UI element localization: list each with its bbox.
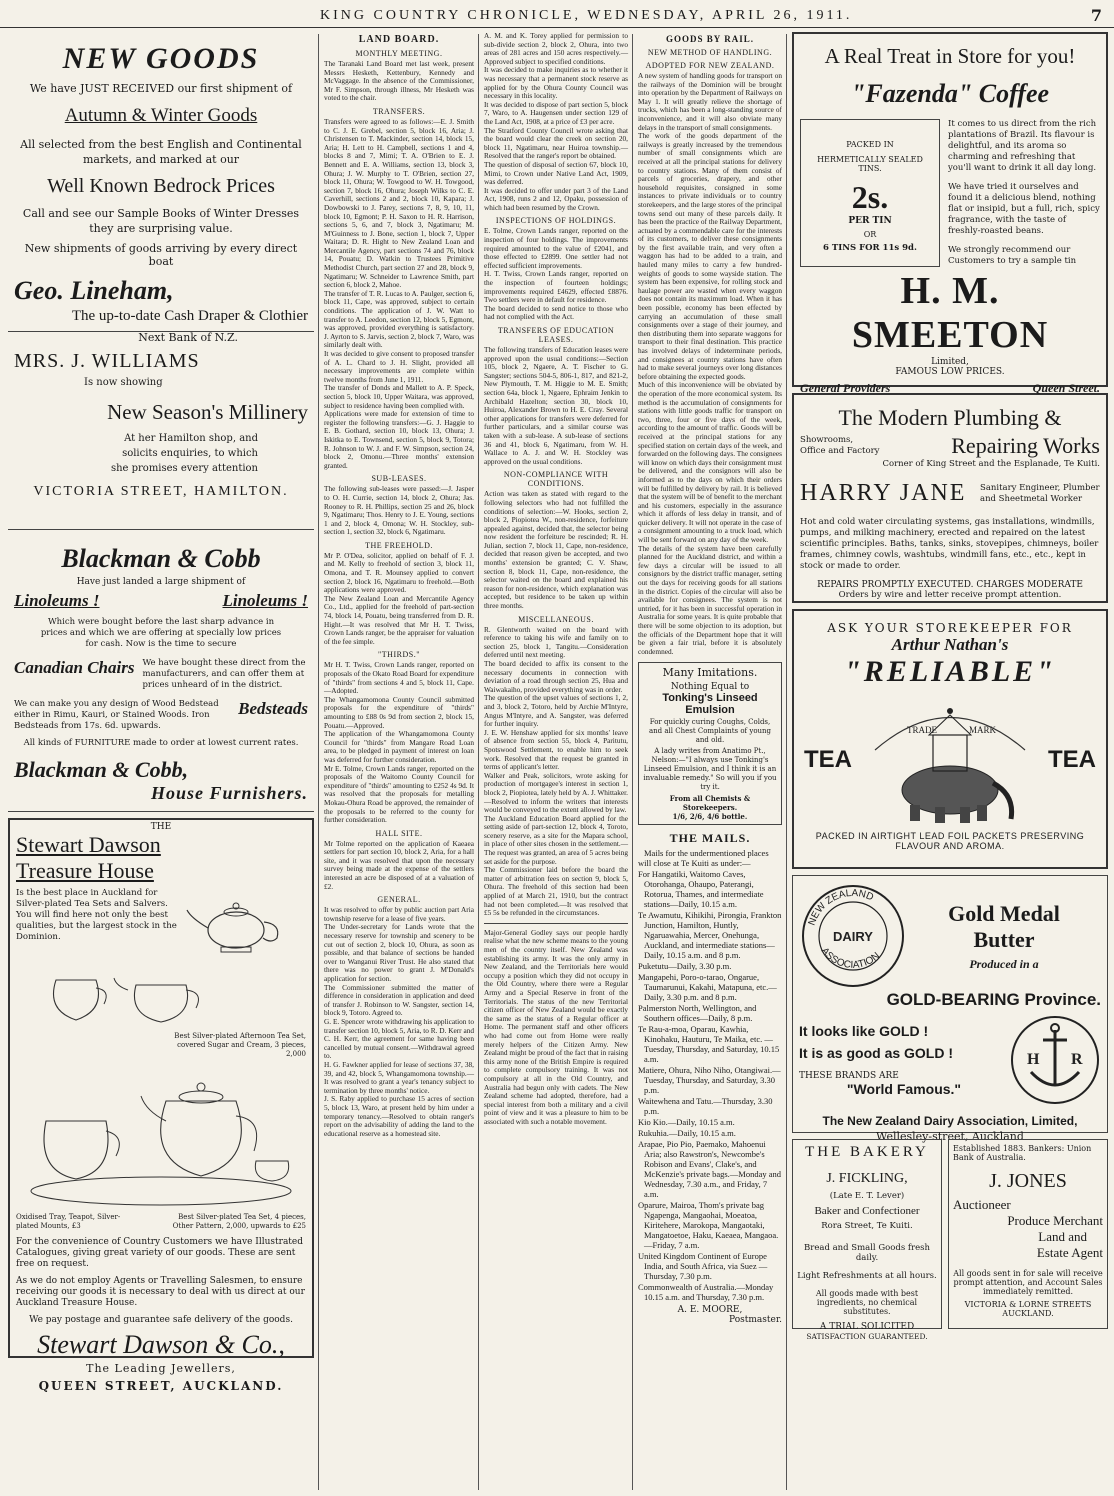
millinery-headline: New Season's Millinery xyxy=(107,400,308,424)
dairy-butter-ad xyxy=(792,875,1108,1143)
ad-text: Queen Street. xyxy=(1032,381,1100,395)
article-paragraph: G. E. Spencer wrote withdrawing his application to transfer section 10, block 5, Aria, to R. D. Kerr and C. H. Kerr, the agreement for same having been cancelled by mutual consent.—Withdrawal agreed to. xyxy=(324,1016,474,1061)
mails-title: THE MAILS. xyxy=(669,831,751,846)
mail-entry: Oparure, Mairoa, Thom's private bag Ngapenga, Mangaohai, Moeatoa, Kiritehere, Marokopa, Mangaotaki, Mangatoetoe, Haku, Kaeaea, Mangaoa.—Friday, 7 a.m. xyxy=(638,1200,779,1251)
section-heading: THE FREEHOLD. xyxy=(365,540,433,550)
mark-label: MARK xyxy=(969,725,997,735)
article-paragraph: E. Tolme, Crown Lands ranger, reported on the inspection of four holdings. The improvements required amounted to the value of £2041, and those effected to £2899. One settler had not effected sufficient improvements. xyxy=(484,226,628,270)
mail-entry: Matiere, Ohura, Niho Niho, Otangiwai.—Tuesday, Thursday, and Saturday, 3.30 p.m. xyxy=(638,1065,781,1096)
gold-province: GOLD-BEARING Province. xyxy=(886,990,1101,1009)
plumbing-ad xyxy=(792,393,1108,603)
lineham-address: Next Bank of N.Z. xyxy=(138,331,238,344)
lineham-name: Geo. Lineham, xyxy=(14,276,174,305)
ad-text: Corner of King Street and the Esplanade, Te Kuiti. xyxy=(882,459,1100,469)
ad-text: Land and xyxy=(1038,1229,1087,1244)
ad-text: Showrooms, Office and Factory xyxy=(800,435,880,456)
plumbing-title-2: Repairing Works xyxy=(951,433,1100,458)
column-rule xyxy=(632,34,633,1490)
fazenda-name: "Fazenda" Coffee xyxy=(850,79,1050,108)
section-heading: SUB-LEASES. xyxy=(371,474,427,484)
column-2-land-board xyxy=(324,32,474,1492)
article-paragraph: It was decided to make inquiries as to whether it was necessary that a permanent stock reserve as applied for by the Ohura County Council was necessary in this locality. xyxy=(484,65,628,101)
stewart-title-1: Stewart Dawson xyxy=(16,832,161,857)
ad-text: Nothing Equal to xyxy=(670,682,750,693)
article-paragraph: Transfers were agreed to as follows:—E. J. Smith to C. J. E. Grebel, section 5, block 16, Aria; J. Christensen to T. Mackinder, section 14, block 15, Aria; H. Lett to H. Campbell, sections 1 and 4, blocks 8 and 7, Mimi; T. A. O'Brien to E. J. Bennett and E. A. Williams, section 13, block 3, Ohura; J. W. Murphy to T. O'Brien, section 27, block 11, Ohura; W. Towgood to W. H. Towgood, section 7, block 16, Ohura; Joseph Wilks to C. E. Caverhill, sections 2 and 2, block 10, Kapara; J. Dowbowski to J. Parey, sections 7, 8, 9, 10, 11, block 10, Egmont; P. H. Saxon to H. R. Harrison, sections 5, 6, and 7, block 3, Ngatimaru; M. M'Guinness to J. Bone, section 1, block 7, Upper Waitara; D. R. Hight to New Zealand Loan and Mercantile Agency, part sections 74 and 76, block 14, Pouatu; D. Watkin to Trustees Primitive Methodist Church, part section 27 and 28, block 9, Ngatimaru; W. Schneider to Lawrence Smith, part section 6, block 2, Mahoe. xyxy=(324,116,474,290)
mail-entry: Te Awamutu, Kihikihi, Pirongia, Frankton Junction, Hamilton, Huntly, Ngaruawahia, Mercer, Onehunga, Auckland, and intermediate stations—Daily, 10.15 a.m. and 8 p.m. xyxy=(638,910,782,961)
article-paragraph: Major-General Godley says our people hardly realise what the new scheme means to the young men of the country itself. New Zealand was establishing its army. It was the only army in New Zealand, and the Territorials here would occupy a position which they did not occupy in the Old Country, where there were a Regular Army and a Special Reserve in front of the Territorials. The status of the new Territorial citizen officer of New Zealand would be exactly the same as the status of a Regular officer at Home. The permanent staff and other officers who had come out from Home were really merely helpers of the Citizen Army. New Zealand might be proud of the fact that in raising this army none of the British Empire is required to complete compulsory training. It was not compulsory at all in the Old Country, and Australia had begun only with cadets. The New Zealand scheme had adopted, therefore, had a special interest from both a military and a civil point of view and it was a pleasure to him to be associated with such a notable movement. xyxy=(484,927,628,1126)
autumn-headline: Autumn & Winter Goods xyxy=(64,105,258,126)
column-4 xyxy=(638,32,782,1492)
lineham-ad xyxy=(8,32,314,344)
ad-text: For the convenience of Country Customers we have Illustrated Catalogues, giving great variety of our goods. These are sent free on request. xyxy=(16,1237,304,1269)
bakery-ad xyxy=(792,1139,942,1341)
linoleums-right: Linoleums ! xyxy=(222,591,308,610)
ad-text: All kinds of FURNITURE made to order at lowest current rates. xyxy=(23,738,299,748)
ad-text: A lady writes from Anatimo Pt., Nelson:—"I always use Tonking's Linseed Emulsion, and I think it is an invaluable remedy." So will you if you try it. xyxy=(643,747,777,792)
tea-right: TEA xyxy=(1048,746,1096,773)
ad-text: PACKED IN xyxy=(846,140,894,149)
ad-text: We strongly recommend our Customers to try a sample tin xyxy=(948,245,1077,266)
stewart-signature: Stewart Dawson & Co., xyxy=(37,1330,285,1359)
article-paragraph: Walker and Peak, solicitors, wrote asking for production of mortgagee's interest in section 1, block 2, Piopiotea, lately held by A. J. Whittaker.—Resolved to inform the writers that interests would be conveyed to the extent allowed by law. xyxy=(484,770,628,815)
ad-text: Call and see our Sample Books of Winter Dresses they are surprising value. xyxy=(22,207,300,235)
article-paragraph: The application of the Whangamomona County Council for "thirds" from Mangare Road Loan area, to be pledged in payment of interest on loan was deferred for further consideration. xyxy=(324,729,474,764)
jones-ad xyxy=(948,1139,1108,1329)
ad-text: A TRIAL SOLICITED xyxy=(819,1322,915,1332)
ad-text: For quickly curing Coughs, Colds, and all Chest Complaints of young and old. xyxy=(648,718,772,745)
ad-text: We have tried it ourselves and found it a delicious blend, nothing flat or insipid, but a full, rich, spicy fragrance, with the taste of freshly-roasted beans. xyxy=(948,182,1100,236)
article-paragraph: It was decided to give consent to proposed transfer of A. L. Chard to J. H. Slight, provided all necessary improvements are complete within twelve months from June 1, 1911. xyxy=(324,349,474,384)
ad-text: PER TIN xyxy=(848,216,892,226)
ad-text: ASK YOUR STOREKEEPER FOR xyxy=(827,621,1073,635)
section-heading: INSPECTIONS OF HOLDINGS. xyxy=(495,216,617,226)
article-paragraph: Action was taken as stated with regard to the following selectors who had not fulfilled the conditions of selection:—W. Hooks, section 2, block 2, Piopiotea W., non-residence, forfeiture appealed against, decided that, the selector being now resident the forfeiture be rescinded; R. H. Julian, section 7, block 11, Cape, non-residence, decided that reason given be accepted, and two months' extension be granted; C. V. Shaw, section 8, block 11, Cape, non-residence, the selector waited on the board and explained his reason for non-residence, which explanation was accepted, but residence to be taken up within three months. xyxy=(484,489,628,611)
stewart-street: QUEEN STREET, AUCKLAND. xyxy=(38,1379,284,1393)
ad-text: Which were bought before the last sharp advance in prices and which we are offering at specially low prices for cash. Now is the time to secure xyxy=(40,617,282,649)
ad-text: THE xyxy=(150,822,172,832)
nathan-tea-ad xyxy=(792,609,1108,869)
ad-text: 6 TINS FOR 11s 9d. xyxy=(823,243,917,253)
article-subtitle: NEW METHOD OF HANDLING. xyxy=(647,48,773,57)
ad-text: At her Hamilton shop, and xyxy=(124,433,258,444)
gold-medal: Gold Medal xyxy=(948,900,1060,926)
ad-text: We have bought these direct from the manufacturers, and can offer them at prices unheard of in the district. xyxy=(142,658,306,690)
article-paragraph: The Under-secretary for Lands wrote that the necessary reserve for township and scenery to be cut out of section 2, block 10, Ohura, as soon as possible, and that balance of sections be handed over to Wanganui River Trust. He also stated that there was no power to grant J. M'Donald's application for section. xyxy=(324,922,474,983)
article-paragraph: The transfer of Donds and Mallett to A. P. Speck, section 5, block 10, Upper Waitara, was approved, subject to residence having been complied with. xyxy=(324,383,474,410)
ad-text: Sanitary Engineer, Plumber and Sheetmetal Worker xyxy=(980,482,1100,504)
ad-text: SATISFACTION GUARANTEED. xyxy=(806,1332,928,1341)
dairy-association-name: The New Zealand Dairy Association, Limited, xyxy=(822,1114,1078,1128)
article-paragraph: The Commissioner submitted the matter of difference in consideration in application and deed of transfer J. Robinson to W. Sangster, section 14, block 9, Totoro. Agreed to. xyxy=(324,982,474,1018)
mail-entry: Te Rau-a-moa, Oparau, Kawhia, Kinohaku, Hauturu, Te Maika, etc. —Tuesday, Thursday, and Saturday, 10.15 a.m. xyxy=(638,1024,780,1065)
ad-text: General Providers xyxy=(800,381,891,395)
ad-text: OR xyxy=(863,230,877,239)
elephant-trade-mark-icon xyxy=(865,695,1035,825)
illustration-caption: Best Silver-plated Tea Set, 4 pieces, Other Pattern, 2,000, upwards to £25 xyxy=(172,1213,306,1230)
ad-text: We pay postage and guarantee safe delivery of the goods. xyxy=(29,1315,293,1325)
bakery-title: THE BAKERY xyxy=(805,1144,929,1160)
column-3 xyxy=(484,32,628,1492)
page-header xyxy=(0,6,1114,28)
article-paragraph: The following transfers of Education leases were approved upon the usual conditions:—Section 105, block 2, Ngaere, A. T. Fischer to G. Sangster; sections 504-5, 806-1, 817, and 821-2, New Plymouth, T. M. Higgie to M. E. Smith; section 64a, block 1, Ngaere, Ephraim Jenkin to Archibald Hazelton; section 30, block 10, Huiroa, Alexander Brown to H. E. Cray. Several other applications for transfers were deferred for further particulars, and a similar course was taken with a sub-lease. A sub-lease of sections 36 and 41, block 6, Ngatimaru, from W. H. Wallace to A. J. and W. H. Stockley was approved on the usual conditions. xyxy=(484,345,628,466)
article-paragraph: It was decided to offer under part 3 of the Land Act, 1908, runs 2 and 12, Opaku, possession of which had been resumed by the Crown. xyxy=(484,185,628,212)
mail-entry: Kio Kio.—Daily, 10.15 a.m. xyxy=(638,1117,735,1128)
fazenda-headline: A Real Treat in Store for you! xyxy=(824,44,1076,68)
article-paragraph: The question of disposal of section 67, block 10, Mimi, to Crown under Native Land Act, 1909, was deferred. xyxy=(484,159,628,187)
ad-text: Produce Merchant xyxy=(1007,1213,1103,1228)
column-5 xyxy=(792,32,1108,1492)
article-paragraph: It was decided to dispose of part section 5, block 7, Waro, to A. Haugensen under section 129 of the Land Act, 1908, at a price of £3 per acre. xyxy=(484,99,628,126)
prices-headline: Well Known Bedrock Prices xyxy=(47,175,275,197)
article-paragraph: The following sub-leases were passed:—J. Jasper to O. H. Currie, section 14, block 2, Ohura; Jas. Rooney to R. H. Phillips, section 25 and 26, block 9, Ngatimaru; Thos. Henry to J. E. Young, sections 1 and 2, block 4, Omona; W. H. Stockley, sub-section 1, section 32, block 6, Ngatimaru. xyxy=(324,484,474,537)
svg-text:ASSOCIATION xyxy=(819,946,882,971)
column-rule xyxy=(478,34,479,1490)
mail-entry: United Kingdom Continent of Europe India, and South Africa, via Suez —Thursday, 7.30 p.m. xyxy=(638,1251,768,1282)
section-heading: NON-COMPLIANCE WITH CONDITIONS. xyxy=(503,470,609,489)
article-paragraph: The work of the goods department of the railways is greatly increased by the tremendous number of small consignments which are received at all the principal stations for delivery to country stations. Many of them consist of parcels of groceries, drapery, and other household requisites, consigned in some instances to private individuals or to country storekeepers, and the large stores of the principal towns send out many of these parcels daily. It has been the practice of the Railway Department, actuated by a commendable care for the interests of its customers, to deliver these consignments by the first available train, and very often a waggon has had to be added to a train, and hauled many miles to carry a few hundred-weights of goods to some wayside station. The system has been expensive, for rolling stock and haulage power are wasted when every waggon does not contain its maximum load. When it has been possible, economy has been effected by carrying an accumulation of these small consignments over a stage of their journey, and then distributing them into separate waggons for transport to their final destination. This practice has involved delays of indeterminate periods, and consignees at country stations have often had to make several journeys over long distances before obtaining the expected goods. xyxy=(638,131,782,381)
section-heading: GENERAL. xyxy=(377,895,421,905)
looks-gold: It looks like GOLD ! xyxy=(799,1023,929,1039)
ad-text: Rora Street, Te Kuiti. xyxy=(821,1221,913,1231)
ad-text: Light Refreshments at all hours. xyxy=(797,1271,937,1281)
ad-text: Is now showing xyxy=(84,377,163,388)
postmaster-name: A. E. MOORE, xyxy=(677,1305,743,1316)
trade-label: TRADE xyxy=(907,725,937,735)
postmaster-title: Postmaster. xyxy=(729,1315,782,1326)
ad-text: From all Chemists & Storekeepers. xyxy=(669,794,751,813)
article-paragraph: The question of the upset values of sections 1, 2, and 3, block 2, Totoro, held by Archie M'Intyre, Angus M'Intyre, and A. Sangster, was deferred for further inquiry. xyxy=(484,693,628,729)
article-paragraph: It was resolved to offer by public auction part Aria township reserve for a lease of five years. xyxy=(324,905,474,923)
ad-text: Have just landed a large shipment of xyxy=(76,577,246,587)
ad-text: REPAIRS PROMPTLY EXECUTED. CHARGES MODERATE xyxy=(817,580,1083,590)
sugar-cream-illustration xyxy=(16,960,306,1030)
mail-entry: Puketutu—Daily, 3.30 p.m. xyxy=(638,961,732,972)
stewart-title-2: Treasure House xyxy=(16,858,154,883)
ad-text: Limited, xyxy=(931,357,969,367)
ad-text: Estate Agent xyxy=(1036,1245,1103,1260)
williams-street: VICTORIA STREET, HAMILTON. xyxy=(33,484,289,499)
mail-entry: Rukuhia.—Daily, 10.15 a.m. xyxy=(638,1128,736,1139)
article-paragraph: A. M. and K. Torey applied for permission to sub-divide section 2, block 2, Ohura, into two areas of 281 acres and 150 acres respectively.—Approved subject to specified conditions. xyxy=(484,31,628,66)
ad-text: As we do not employ Agents or Travelling Salesmen, to ensure receiving our goods it is necessary to deal with us direct at our Auckland Treasure House. xyxy=(16,1276,305,1308)
ad-text: It comes to us direct from the rich plantations of Brazil. Its flavour is delightful, and its aroma so charming and refreshing that you'll want to drink it all day long. xyxy=(948,119,1097,173)
plumbing-title: The Modern Plumbing & xyxy=(838,405,1062,430)
stewart-dawson-ad xyxy=(8,818,314,1393)
world-famous: "World Famous." xyxy=(846,1081,962,1097)
williams-ad xyxy=(8,338,314,530)
mails-intro: Mails for the undermentioned places will close at Te Kuiti as under:— xyxy=(638,848,769,869)
ad-text: Established 1883. Bankers: Union Bank of Australia. xyxy=(953,1144,1092,1162)
blackman-footer: Blackman & Cobb, xyxy=(14,757,189,782)
williams-name: MRS. J. WILLIAMS xyxy=(14,350,200,372)
column-rule xyxy=(318,34,319,1490)
ad-text: Baker and Confectioner xyxy=(814,1205,920,1217)
mails-list xyxy=(638,848,782,1302)
ad-text: We can make you any design of Wood Bedstead either in Rimu, Kauri, or Stained Woods. Iron Bedsteads from 17s. 6d. upwards. xyxy=(14,699,219,731)
article-title: GOODS BY RAIL. xyxy=(666,34,754,44)
bedsteads: Bedsteads xyxy=(238,699,308,718)
fazenda-price: 2s. xyxy=(851,179,889,215)
article-subtitle: MONTHLY MEETING. xyxy=(355,49,443,58)
ad-text: she promises every attention xyxy=(110,463,258,474)
ad-text: solicits enquiries, to which xyxy=(122,448,258,459)
ad-text: The Leading Jewellers, xyxy=(86,1362,236,1375)
ad-text: Produced in a xyxy=(969,956,1039,971)
ad-text: Bread and Small Goods fresh daily. xyxy=(804,1243,930,1263)
article-paragraph: Mr E. Tolme, Crown Lands ranger, reported on the proposals of the Waitomo County Council for expenditure of "thirds" amounting to £252 4s 9d. It was resolved that the proposals for metalling Mokau-Ohura Road be approved, the remainder of the proposals to be referred to the county for further consideration. xyxy=(324,763,474,825)
article-paragraph: The Auckland Education Board applied for the setting aside of part-section 12, block 4, Toroto, scenery reserve, as a site for the Mapara school, in place of other sites chosen in the settlement.—The request was granted, an area of 5 acres being set aside for the purpose. xyxy=(484,813,628,866)
ad-text: Is the best place in Auckland for Silver-plated Tea Sets and Salvers. You will find here not only the best qualities, but the largest stock in the Dominion. xyxy=(16,888,177,942)
good-gold: It is as good as GOLD ! xyxy=(799,1045,954,1061)
article-paragraph: J. E. W. Henshaw applied for six months' leave of absence from section 55, block 4, Paritutu, Spotswood Settlement, to enable him to seek work. Resolved that the request be granted in terms of applicant's letter. xyxy=(484,727,628,772)
ad-text: PACKED IN AIRTIGHT LEAD FOIL PACKETS PRESERVING FLAVOUR AND AROMA. xyxy=(815,831,1085,851)
ad-text: VICTORIA & LORNE STREETS AUCKLAND. xyxy=(964,1300,1092,1318)
article-paragraph: The board decided to send notice to those who had not complied with the Act. xyxy=(484,303,628,322)
section-heading: HALL SITE. xyxy=(375,828,423,838)
section-heading: TRANSFERS. xyxy=(372,106,426,116)
section-heading: TRANSFERS OF EDUCATION LEASES. xyxy=(497,326,615,344)
ad-text: Many Imitations. xyxy=(662,666,758,680)
ad-text: All selected from the best English and Continental markets, and marked at our xyxy=(20,138,302,166)
tonking-ad xyxy=(638,662,782,825)
ad-text: All goods made with best ingredients, no chemical substitutes. xyxy=(815,1289,919,1316)
article-paragraph: The Whangamomona County Council submitted proposals for the expenditure of "thirds" amounting to £88 0s 9d from section 2, block 15, Pouatu.—Approved. xyxy=(324,694,474,730)
section-heading: "THIRDS." xyxy=(378,650,420,660)
ad-text: Hot and cold water circulating systems, gas installations, windmills, pumps, and milking machinery, erected and repaired on the latest scientific principles. Baths, tanks, sinks, stovepipes, chimneys, boiler frames, chimney cowls, washtubs, windmill fans, etc., etc., kept in stock or made to order. xyxy=(800,517,1099,571)
seal-mid-text: DAIRY xyxy=(833,929,873,944)
blackman-cobb-ad xyxy=(8,536,314,812)
brand-letter-h: H xyxy=(1027,1051,1040,1068)
mail-entry: Mangapehi, Poro-o-tarao, Ongarue, Taumarunui, Kakahi, Matapuna, etc.—Daily, 3.30 p.m. and 8 p.m. xyxy=(638,972,777,1003)
ad-text: HERMETICALLY SEALED TINS. xyxy=(817,155,923,173)
brand-letter-r: R xyxy=(1071,1051,1083,1068)
article-paragraph: The Taranaki Land Board met last week, present Messrs Hesketh, Kettenbury, Kennedy and McVaggage. In the absence of the Commissioner, Mr F. Simpson, through illness, Mr Hesketh was voted to the chair. xyxy=(324,59,474,103)
harry-jane-name: HARRY JANE xyxy=(800,480,967,506)
article-paragraph: R. Glentworth waited on the board with reference to taking his wife and family on to section 25, block 1, Tangitu.—Consideration deferred until next meeting. xyxy=(484,624,628,660)
article-paragraph: The transfer of T. R. Lucas to A. Paulger, section 6, block 11, Cape, was approved, subject to certain conditions. The application of J. W. Watt to transfer to A. Leedon, section 12, block 5, Egmont, was approved, provided everything is satisfactory. J. Ayrton to S. Jarvis, section 2, block 7, Waro, was similarly dealt with. xyxy=(324,288,474,350)
illustration-caption: Best Silver-plated Afternoon Tea Set, covered Sugar and Cream, 3 pieces, 2,000 xyxy=(174,1032,306,1058)
linoleums-left: Linoleums ! xyxy=(14,591,100,610)
fickling-name: J. FICKLING, xyxy=(826,1171,908,1186)
lineham-tag: The up-to-date Cash Draper & Clothier xyxy=(71,308,308,324)
article-paragraph: The details of the system have been carefully planned for the Auckland district, and within a few days a circular will be issued to all consignors by the district traffic manager, setting out the days for receiving goods for all stations in the district. Copies of the circular will also be available for consignees. The system is not untried, for it has been in successful operation in Australia for some years. It is quite probable that there will be some objection to its adoption, but the officials of the Department hope that it will be given a fair trial, before it is absolutely condemned. xyxy=(638,543,782,656)
smeeton-name: H. M. SMEETON xyxy=(851,270,1049,356)
article-paragraph: Applications were made for extension of time to register the following transfers:—G. J. Haggie to E. B. Gothard, section 10, block 13, Ohura; J. Iskitka to E. Townsend, section 5, block 9, Totora; R. Johnson to W. J. and F. W. Simpson, section 24, block 2, Omonu.—Three months' extension granted. xyxy=(324,409,474,470)
ad-text: Orders by wire and letter receive prompt attention. xyxy=(838,590,1062,600)
article-paragraph: Much of this inconvenience will be obviated by the operation of the more economical system. Its method is the accumulation of consignments for stations with little goods traffic for transport on two, three, four or five days of the week, according to the amount of traffic. Goods will be received at the principal stations for any specified station on certain days of the week, and forwarded on the following days. The consignees will know on which days their consignment must be delivered, and the consignors will also be informed as to the days on which their orders will be fulfilled by delivery by rail. It is believed that the system will be of benefit to the merchant and his customers, especially in the assurance which it affords of less delay in transit, and of quicker delivery. It will not operate in the case of a consignment amounting to a truck load, which will be sent forward on any day of the week. xyxy=(638,380,782,545)
mail-entry: Commonwealth of Australia.—Monday 10.15 a.m. and Thursday, 7.30 p.m. xyxy=(638,1282,774,1303)
ad-text: We have JUST RECEIVED our first shipment of xyxy=(29,82,293,95)
ad-text: FAMOUS LOW PRICES. xyxy=(895,367,1005,377)
article-paragraph: A new system of handling goods for transport on the railways of the Dominion will be brought into operation by the Department of Railways on May 1. It will greatly relieve the shortage of trucks, which has been a long-standing source of inconvenience, and it will also obviate many delays in the transport of small consignments. xyxy=(638,71,782,132)
jones-name: J. JONES xyxy=(989,1170,1067,1192)
column-rule xyxy=(786,34,787,1490)
seal-top-text: NEW ZEALAND xyxy=(806,887,876,928)
ad-text: All goods sent in for sale will receive prompt attention, and Account Sales immediately remitted. xyxy=(953,1269,1103,1296)
article-paragraph: The Stratford County Council wrote asking that the board would clear the creek on section 20, block 11, Ngatimaru, near Huiroa township.—Resolved that the ranger's report be obtained. xyxy=(484,125,628,161)
reliable-brand: "RELIABLE" xyxy=(844,655,1056,688)
seal-bottom-text: ASSOCIATION xyxy=(818,945,883,971)
bottom-ads xyxy=(792,1139,1108,1341)
article-paragraph: H. G. Fawkner applied for lease of sections 37, 38, 39, and 42, block 5, Whangamomona township.—It was resolved to grant a year's tenancy subject to termination by three months' notice. xyxy=(324,1059,474,1095)
mail-entry: Palmerston North, Wellington, and Southern offices—Daily, 8 p.m. xyxy=(638,1003,757,1024)
tonking-name: Tonking's Linseed Emulsion xyxy=(662,692,758,717)
house-furnishers: House Furnishers. xyxy=(150,783,308,803)
article-paragraph: The New Zealand Loan and Mercantile Agency Co., Ltd., applied for the freehold of part-section 74, block 14, Pouatu, being transferred from D. R. Hight.—It was resolved that Mr H. T. Twiss, Crown Lands ranger, be the appraiser for valuation of the fee simple. xyxy=(324,593,474,646)
ad-text: New shipments of goods arriving by every direct boat xyxy=(24,242,298,268)
teapot-illustration xyxy=(181,888,291,958)
article-paragraph: H. T. Twiss, Crown Lands ranger, reported on the inspection of fourteen holdings; improvements required £4629, effected £8876. Two settlers were in default for residence. xyxy=(484,269,628,305)
canadian-chairs: Canadian Chairs xyxy=(14,658,135,677)
article-paragraph: Mr P. O'Dea, solicitor, applied on behalf of F. J. and M. Kelly to freehold of section 3, block 11, Omona, and T. R. Mounsey applied to convert section 2, block 16, Ngatimaru to freehold.—Both applications were approved. xyxy=(324,550,474,595)
page-number: 7 xyxy=(1090,6,1102,25)
article-paragraph: Mr Tolme reported on the application of Kaeaea settlers for part section 10, block 2, Aria, for a hall site, and it was resolved that upon the necessary survey being made at the expense of the settlers interested an acre be disposed of at a valuation of £2. xyxy=(324,838,474,891)
column-1 xyxy=(8,32,314,1492)
section-heading: MISCELLANEOUS. xyxy=(518,614,594,624)
article-paragraph: J. S. Raby applied to purchase 15 acres of section 5, block 13, Waro, at present held by him under a temporary tenancy.—Resolved to obtain ranger's report on the advisability of adding the land to the educational reserve as a homestead site. xyxy=(324,1094,474,1138)
fazenda-coffee-ad xyxy=(792,32,1108,395)
masthead: KING COUNTRY CHRONICLE, WEDNESDAY, APRIL 26, 1911. xyxy=(320,8,853,23)
article-title: LAND BOARD. xyxy=(358,34,440,45)
ad-text: Wellesley-street, Auckland xyxy=(876,1130,1024,1143)
article-subtitle: ADOPTED FOR NEW ZEALAND. xyxy=(645,61,775,70)
mail-entry: For Hangatiki, Waitomo Caves, Otorohanga, Ohaupo, Paterangi, Rotorua, Thames, and intermediate stations—Daily, 10.15 a.m. xyxy=(638,869,764,910)
anchor-brand-icon xyxy=(1009,1014,1101,1106)
ad-text: (Late E. T. Lever) xyxy=(829,1191,905,1201)
mail-entry: Waitewhena and Tatu.—Thursday, 3.30 p.m. xyxy=(638,1096,773,1117)
butter-word: Butter xyxy=(973,926,1035,952)
ad-text: Arthur Nathan's xyxy=(891,635,1009,654)
tea-left: TEA xyxy=(804,746,852,773)
article-paragraph: The board decided to affix its consent to the necessary documents in connection with deviation of a road through section 25, Hua and Waiwakaiho, provided everything was in order. xyxy=(484,659,628,694)
dairy-association-seal-icon xyxy=(799,882,907,990)
illustration-caption: Oxidised Tray, Teapot, Silver-plated Mounts, £3 xyxy=(16,1213,121,1230)
new-goods-title: NEW GOODS xyxy=(62,42,260,75)
tea-set-illustration xyxy=(16,1061,306,1211)
svg-text:NEW ZEALAND xyxy=(807,888,875,927)
ad-text: Auctioneer xyxy=(953,1197,1011,1212)
mail-entry: Arapae, Pio Pio, Paemako, Mahoenui Aria; also Rawstron's, Newcombe's Robison and Evans', Clake's, and McKenzie's private bags.—Monday and Wednesday, 7.30 a.m., and Friday, 7 a.m. xyxy=(638,1139,782,1200)
ad-text: THESE BRANDS ARE xyxy=(799,1071,899,1081)
article-paragraph: The Commissioner laid before the board the matter of arbitration fees on section 9, block 5, Ohura. The freehold of this section had been applied of at March 21, 1910, but the contract had not been completed.—It was resolved that £5 5s be refunded in the circumstances. xyxy=(484,865,628,918)
article-paragraph: Mr H. T. Twiss, Crown Lands ranger, reported on proposals of the Okato Road Board for expenditure of "thirds" from sections 4 and 5, block 11, Cape.—Adopted. xyxy=(324,660,474,696)
ad-text: 1/6, 2/6, 4/6 bottle. xyxy=(672,812,748,822)
blackman-title: Blackman & Cobb xyxy=(61,544,261,573)
